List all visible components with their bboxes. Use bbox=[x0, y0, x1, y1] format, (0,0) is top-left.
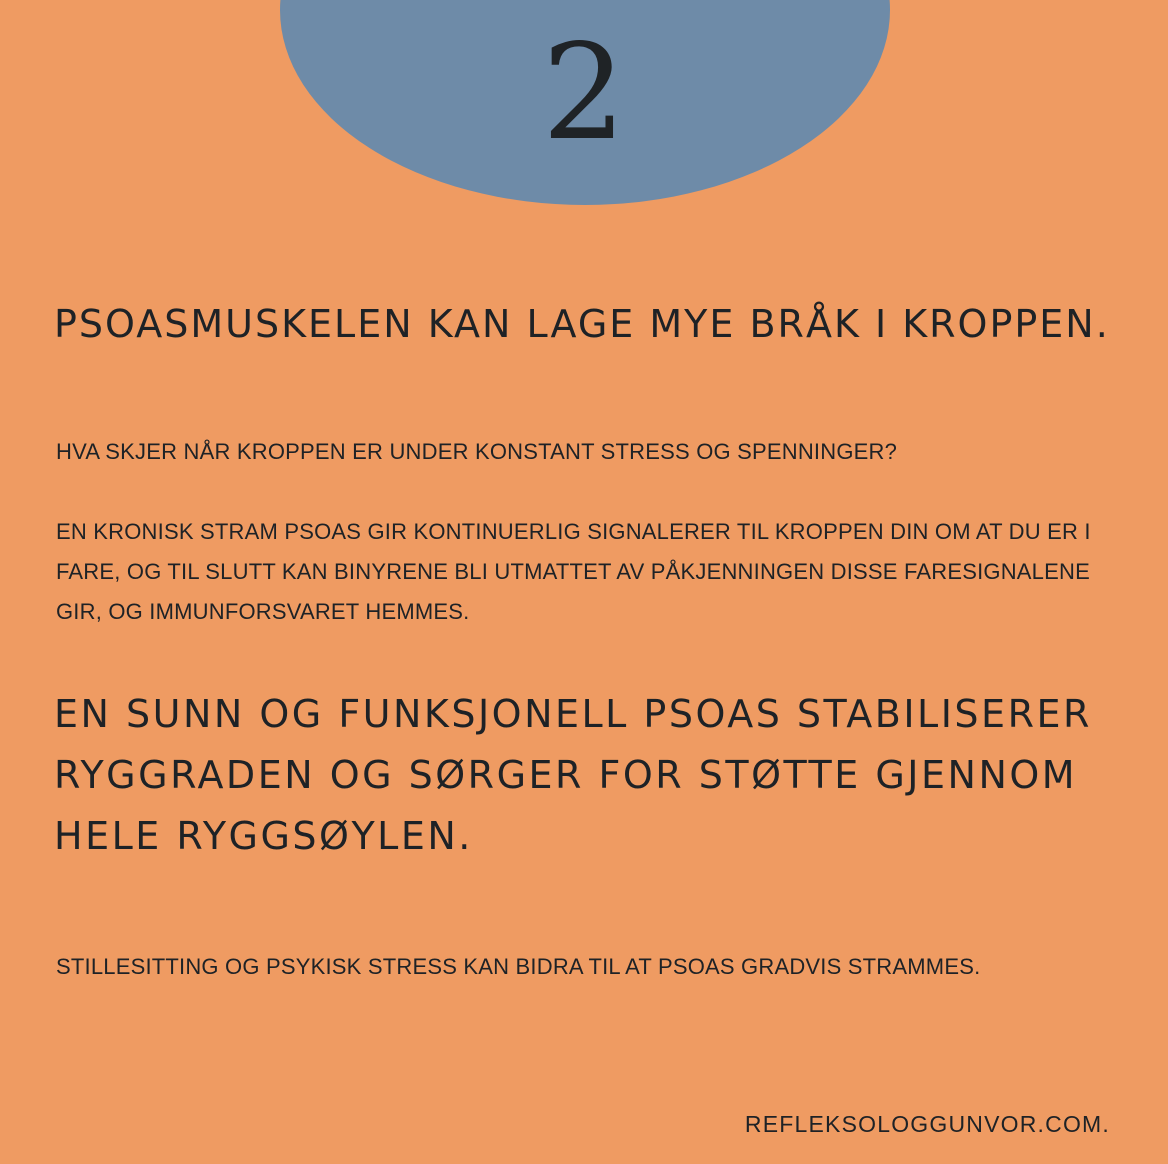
main-heading: PSOASMUSKELEN KAN LAGE MYE BRÅK I KROPPEN. bbox=[54, 302, 1110, 346]
question-text: HVA SKJER NÅR KROPPEN ER UNDER KONSTANT STRESS OG SPENNINGER? bbox=[56, 439, 898, 464]
body-paragraph-1: EN KRONISK STRAM PSOAS GIR KONTINUERLIG SIGNALERER TIL KROPPEN DIN OM AT DU ER I FARE, OG TIL SLUTT KAN BINYRENE BLI UTMATTET AV PÅKJENNINGEN DISSE FARESIGNALENE GIR, OG IMMUNFORSVARET HEMMES. bbox=[56, 519, 1091, 624]
website-footer: REFLEKSOLOGGUNVOR.COM. bbox=[744, 1111, 1110, 1137]
subheading: EN SUNN OG FUNKSJONELL PSOAS STABILISERER RYGGRADEN OG SØRGER FOR STØTTE GJENNOM HELE RYGGSØYLEN. bbox=[54, 692, 1092, 858]
body-paragraph-2: STILLESITTING OG PSYKISK STRESS KAN BIDRA TIL AT PSOAS GRADVIS STRAMMES. bbox=[56, 954, 981, 979]
page-number: 2 bbox=[542, 16, 626, 170]
